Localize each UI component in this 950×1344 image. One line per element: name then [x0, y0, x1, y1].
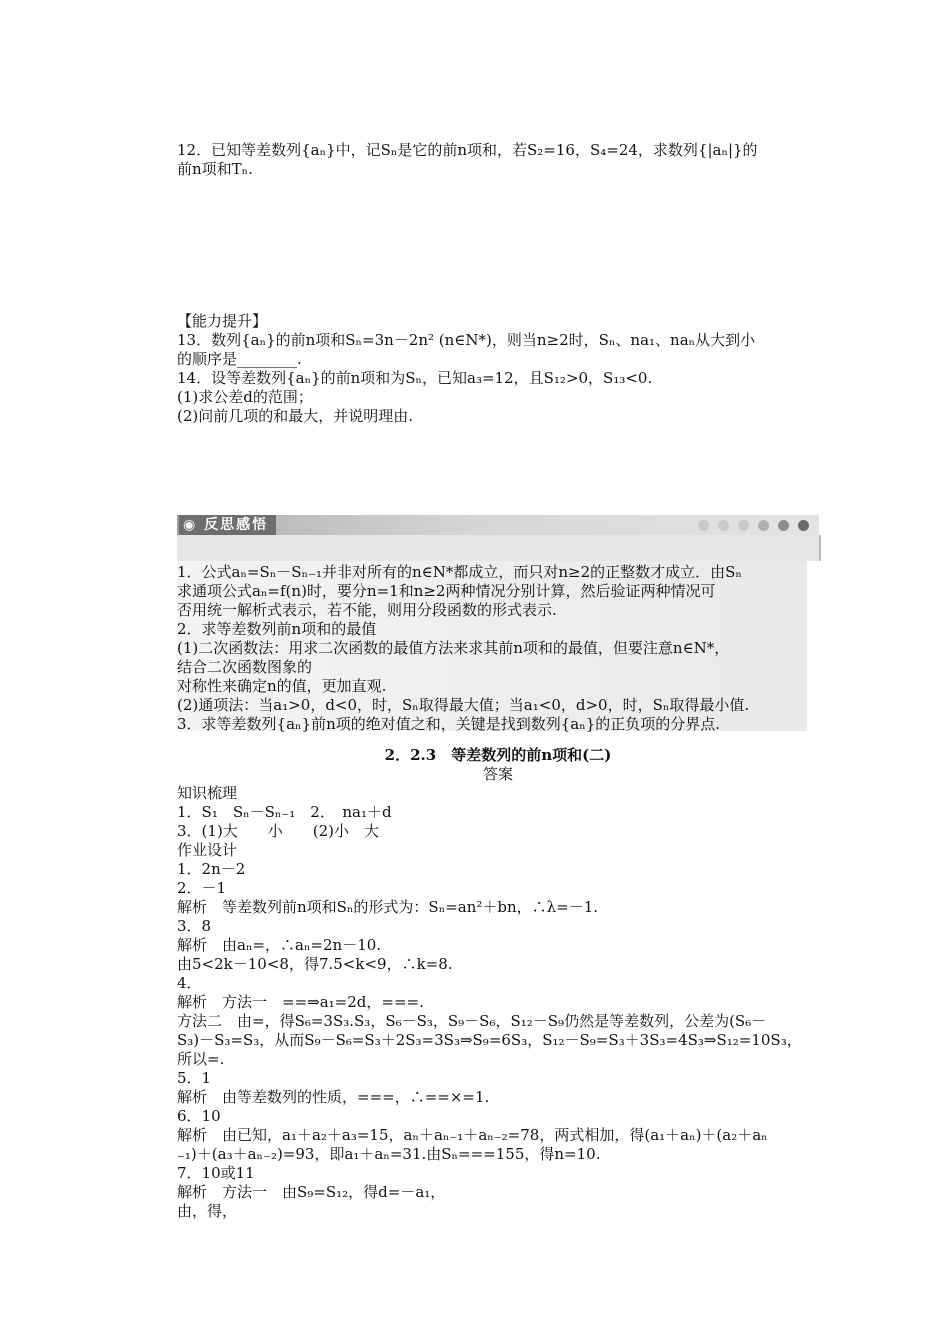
reflection-text: [177, 563, 805, 734]
section-heading: 【能力提升】: [177, 312, 268, 330]
text-line: (2)通项法：当a₁>0，d<0，时，Sₙ取得最大值；当a₁<0，d>0，时，Sₙ取得最小值.: [177, 696, 750, 714]
answer-line: 作业设计: [177, 841, 238, 859]
dot-icon: [738, 520, 749, 531]
answer-line: 2．－1: [177, 879, 227, 897]
answer-line: 5．1: [177, 1069, 212, 1087]
question-14-line: 14．设等差数列{aₙ}的前n项和为Sₙ，已知a₃=12，且S₁₂>0，S₁₃<0.: [177, 369, 653, 387]
text-line: 对称性来确定n的值，更加直观.: [177, 677, 387, 695]
text-line: 2．求等差数列前n项和的最值: [177, 620, 377, 638]
decorative-dots: [698, 520, 809, 531]
answer-line: 解析 方法一 ==⇒a₁=2d，===.: [177, 993, 424, 1011]
answer-line: 解析 由等差数列的性质，===，∴==×=1.: [177, 1088, 490, 1106]
dot-icon: [718, 520, 729, 531]
reflection-subbar: [177, 535, 821, 561]
answer-line: 所以=.: [177, 1050, 225, 1068]
answer-line: 解析 由aₙ=，∴aₙ=2n－10.: [177, 936, 382, 954]
answer-line: 3．8: [177, 917, 212, 935]
question-14-line: (2)问前几项的和最大，并说明理由.: [177, 407, 414, 425]
text-line: 否用统一解析式表示，若不能，则用分段函数的形式表示.: [177, 601, 557, 619]
answer-line: 7．10或11: [177, 1164, 255, 1182]
dot-icon: [698, 520, 709, 531]
text-line: 求通项公式aₙ=f(n)时，要分n=1和n≥2两种情况分别计算，然后验证两种情况可: [177, 582, 716, 600]
answer-line: 解析 方法一 由S₉=S₁₂，得d=－a₁，: [177, 1183, 446, 1201]
answer-line: S₃)－S₃=S₃，从而S₉－S₆=S₃＋2S₃=3S₃⇒S₉=6S₃，S₁₂－S₉=S₃＋3S₃=4S₃⇒S₁₂=10S₃，: [177, 1031, 802, 1049]
answer-line: 4．: [177, 974, 202, 992]
answer-line: 方法二 由=，得S₆=3S₃.S₃，S₆－S₃，S₉－S₆，S₁₂－S₉仍然是等差数列，公差为(S₆－: [177, 1012, 767, 1030]
dot-icon: [798, 520, 809, 531]
answer-line: 由5<2k－10<8，得7.5<k<9，∴k=8.: [177, 955, 453, 973]
text-line: (1)二次函数法：用求二次函数的最值方法来求其前n项和的最值，但要注意n∈N*，: [177, 639, 730, 657]
answer-line: 解析 由已知，a₁＋a₂＋a₃=15，aₙ＋aₙ₋₁＋aₙ₋₂=78，两式相加，得(a₁＋aₙ)＋(a₂＋aₙ: [177, 1126, 768, 1144]
question-14-line: (1)求公差d的范围；: [177, 388, 313, 406]
page-subtitle: 答案: [482, 765, 513, 783]
reflection-label: ◉ 反思感悟: [179, 515, 276, 535]
answer-line: 1．S₁ Sₙ－Sₙ₋₁ 2． na₁＋d: [177, 803, 392, 821]
text-line: 结合二次函数图象的: [177, 658, 313, 676]
dot-icon: [758, 520, 769, 531]
text-line: 12．已知等差数列{aₙ}中，记Sₙ是它的前n项和，若S₂=16，S₄=24，求数列{|aₙ|}的: [177, 141, 758, 159]
answer-line: 由，得，: [177, 1202, 238, 1220]
dot-icon: [778, 520, 789, 531]
answer-line: ₋₁)＋(a₃＋aₙ₋₂)=93，即a₁＋aₙ=31.由Sₙ===155，得n=10.: [177, 1145, 601, 1163]
reflection-header-bar: [177, 515, 819, 535]
answer-line: 解析 等差数列前n项和Sₙ的形式为：Sₙ=an²＋bn，∴λ=－1.: [177, 898, 599, 916]
answer-title: [177, 746, 819, 784]
answer-line: 知识梳理: [177, 784, 238, 802]
page-title: 2．2.3 等差数列的前n项和(二): [384, 746, 612, 764]
question-13-line: 的顺序是________.: [177, 350, 302, 368]
question-13-line: 13．数列{aₙ}的前n项和Sₙ=3n－2n² (n∈N*)，则当n≥2时，Sₙ、na₁、naₙ从大到小: [177, 331, 756, 349]
text-line: 前n项和Tₙ.: [177, 160, 253, 178]
answers-section: [177, 784, 805, 1221]
ability-section: [177, 312, 805, 426]
answer-line: 1．2n－2: [177, 860, 246, 878]
answer-line: 6．10: [177, 1107, 221, 1125]
text-line: 3．求等差数列{aₙ}前n项的绝对值之和，关键是找到数列{aₙ}的正负项的分界点.: [177, 715, 721, 733]
text-line: 1．公式aₙ=Sₙ－Sₙ₋₁并非对所有的n∈N*都成立，而只对n≥2的正整数才成立．由Sₙ: [177, 563, 742, 581]
question-12: [177, 141, 805, 179]
answer-line: 3．(1)大 小 (2)小 大: [177, 822, 380, 840]
